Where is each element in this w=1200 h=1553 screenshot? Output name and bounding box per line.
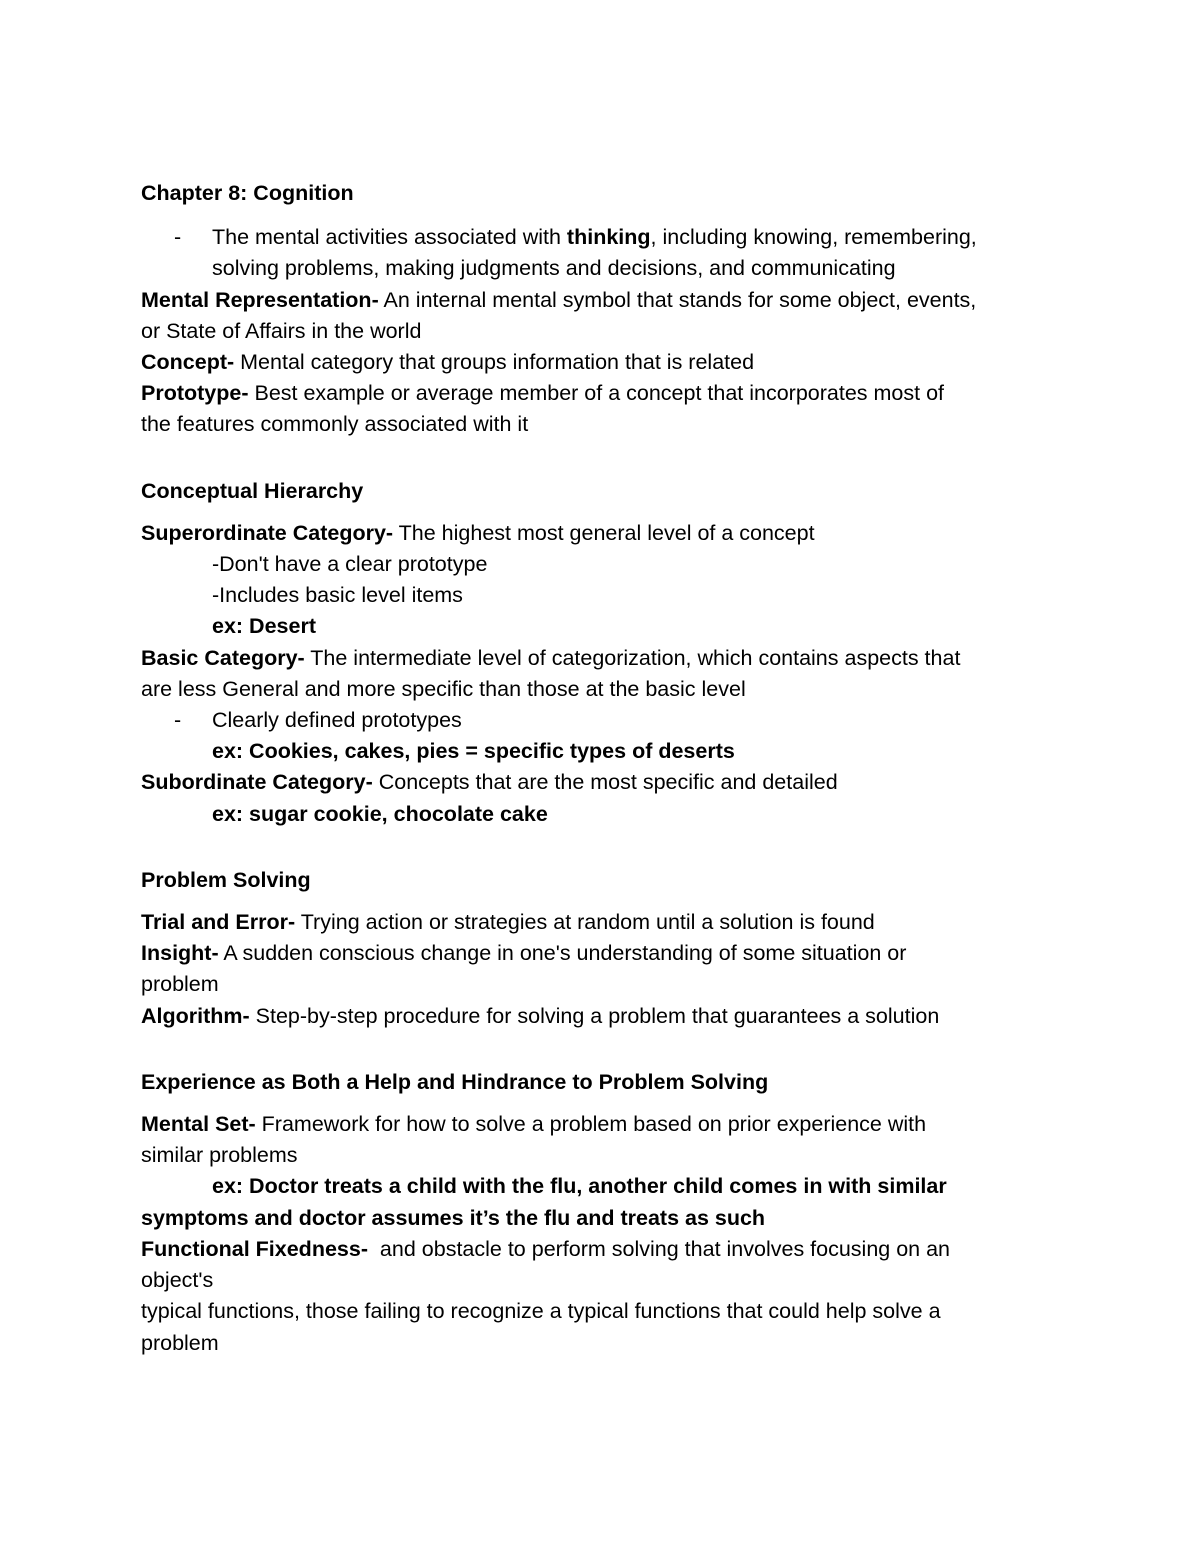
definition-text-cont: or State of Affairs in the world bbox=[141, 318, 422, 343]
dash-marker: - bbox=[174, 225, 182, 250]
definition-text: Mental category that groups information that is related bbox=[234, 350, 755, 375]
definition-text-cont: typical functions, those failing to recognize a typical functions that could help solve a bbox=[141, 1299, 941, 1324]
definition-trial-and-error bbox=[141, 907, 1071, 938]
sub-note: -Includes basic level items bbox=[212, 583, 463, 608]
definition-text-cont: problem bbox=[141, 1330, 219, 1355]
definition-algorithm bbox=[141, 1001, 1071, 1032]
definition-mental-set bbox=[141, 1109, 1071, 1234]
definition-functional-fixedness bbox=[141, 1234, 1071, 1359]
bullet-text: Clearly defined prototypes bbox=[212, 708, 462, 733]
example-text: ex: Doctor treats a child with the flu, another child comes in with similar bbox=[212, 1174, 947, 1199]
definition-term: Algorithm- bbox=[141, 1003, 250, 1028]
definition-subordinate bbox=[141, 767, 1071, 829]
example-text: ex: Desert bbox=[212, 614, 316, 639]
definition-superordinate bbox=[141, 518, 1071, 643]
intro-bullet-line2: solving problems, making judgments and decisions, and communicating bbox=[212, 256, 896, 281]
intro-bold-word: thinking bbox=[566, 225, 651, 250]
definition-insight bbox=[141, 938, 1071, 1000]
definition-text: and obstacle to perform solving that involves focusing on an bbox=[367, 1236, 951, 1261]
definition-text-cont: similar problems bbox=[141, 1143, 298, 1168]
example-text: ex: Cookies, cakes, pies = specific types of deserts bbox=[212, 739, 735, 764]
definition-term: Mental Set- bbox=[141, 1112, 256, 1137]
definition-text: The highest most general level of a concept bbox=[393, 520, 815, 545]
intro-bullet-line1 bbox=[141, 222, 1071, 253]
section-heading-experience: Experience as Both a Help and Hindrance to Problem Solving bbox=[141, 1069, 769, 1094]
definition-text-cont: are less General and more specific than those at the basic level bbox=[141, 676, 746, 701]
intro-bullet bbox=[141, 222, 1071, 284]
document-page bbox=[141, 178, 1071, 1359]
definition-term: Subordinate Category- bbox=[141, 770, 373, 795]
sub-note: -Don't have a clear prototype bbox=[212, 552, 488, 577]
definition-term: Concept- bbox=[141, 350, 235, 375]
definition-mental-representation bbox=[141, 285, 1071, 347]
definition-concept bbox=[141, 347, 1071, 378]
definition-term: Mental Representation- bbox=[141, 287, 379, 312]
example-text-cont: symptoms and doctor assumes it’s the flu and treats as such bbox=[141, 1205, 766, 1230]
definition-prototype bbox=[141, 378, 1071, 440]
definition-text: An internal mental symbol that stands for some object, events, bbox=[378, 287, 977, 312]
definition-term: Superordinate Category- bbox=[141, 520, 394, 545]
definition-text: Concepts that are the most specific and detailed bbox=[372, 770, 838, 795]
definition-term: Basic Category- bbox=[141, 645, 305, 670]
definition-text: Best example or average member of a concept that incorporates most of bbox=[248, 381, 945, 406]
definition-term: Prototype- bbox=[141, 381, 249, 406]
definition-text-cont: problem bbox=[141, 972, 219, 997]
definition-text-cont: object's bbox=[141, 1268, 214, 1293]
dash-marker: - bbox=[174, 708, 182, 733]
definition-text: Framework for how to solve a problem based on prior experience with bbox=[255, 1112, 927, 1137]
definition-term: Trial and Error- bbox=[141, 910, 296, 935]
section-heading-conceptual-hierarchy: Conceptual Hierarchy bbox=[141, 478, 364, 503]
bullet-item bbox=[141, 705, 1071, 736]
definition-text: Trying action or strategies at random until a solution is found bbox=[295, 910, 875, 935]
section-heading-problem-solving: Problem Solving bbox=[141, 867, 311, 892]
chapter-title: Chapter 8: Cognition bbox=[141, 181, 354, 205]
definition-text-cont: the features commonly associated with it bbox=[141, 412, 529, 437]
definition-text: The intermediate level of categorization, which contains aspects that bbox=[304, 645, 961, 670]
intro-text-before: The mental activities associated with bbox=[212, 225, 567, 250]
definition-text: A sudden conscious change in one's understanding of some situation or bbox=[218, 941, 907, 966]
intro-text-after: , including knowing, remembering, bbox=[650, 225, 977, 250]
definition-term: Insight- bbox=[141, 941, 219, 966]
example-text: ex: sugar cookie, chocolate cake bbox=[212, 801, 548, 826]
definition-basic bbox=[141, 643, 1071, 768]
definition-term: Functional Fixedness- bbox=[141, 1236, 368, 1261]
definition-text: Step-by-step procedure for solving a problem that guarantees a solution bbox=[249, 1003, 940, 1028]
